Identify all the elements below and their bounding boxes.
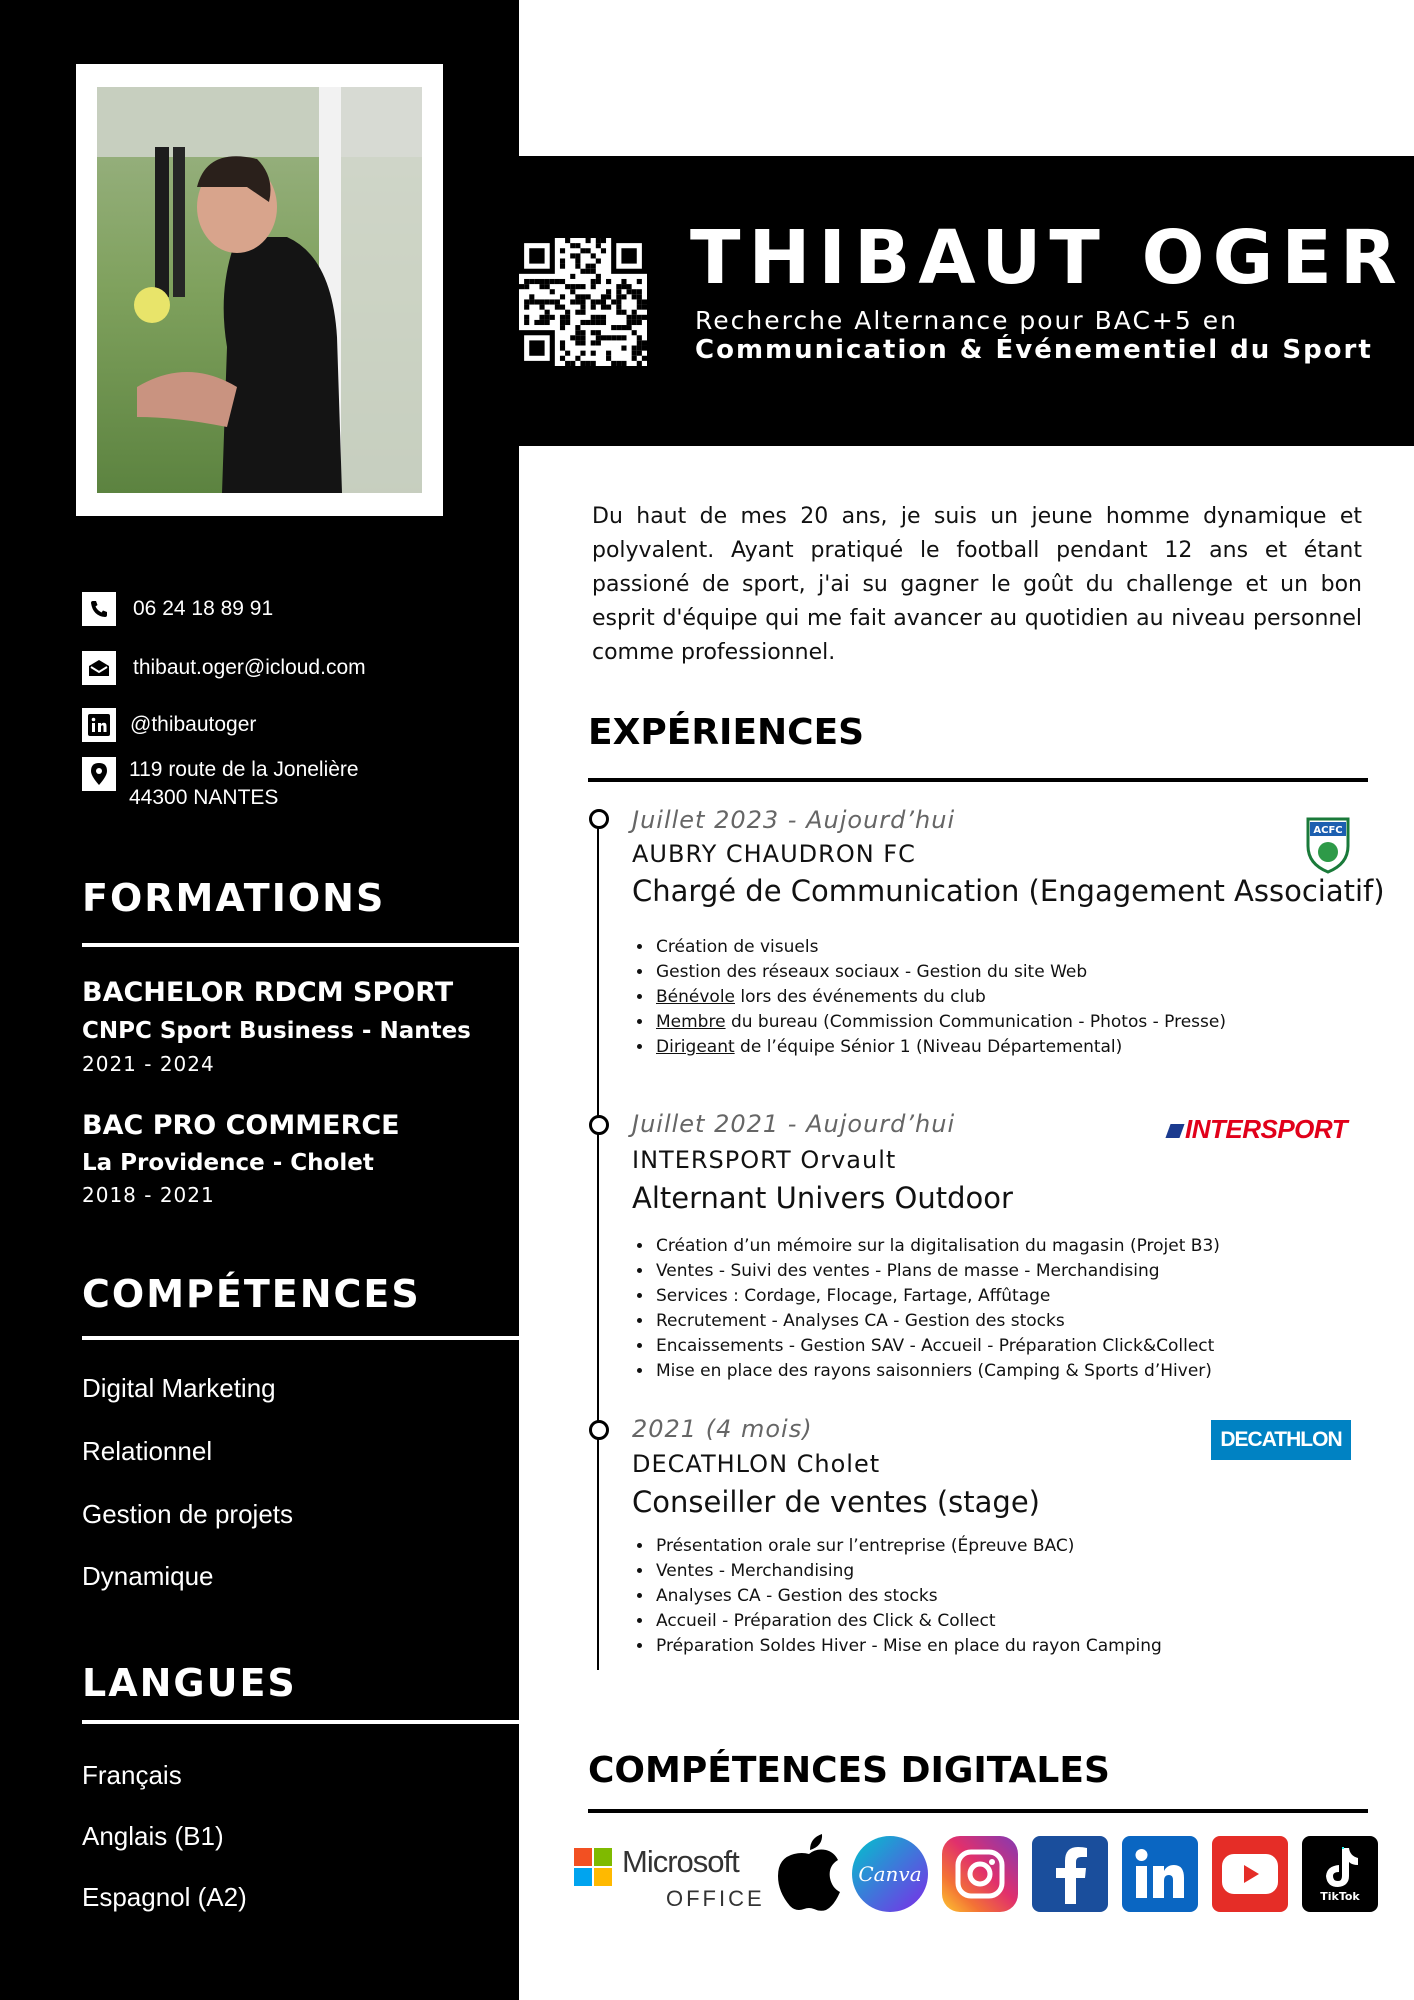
- contact-address-line2: 44300 NANTES: [129, 786, 279, 809]
- experience-bullet: [654, 1559, 1352, 1584]
- email-icon: [82, 651, 116, 685]
- experience-company: AUBRY CHAUDRON FC: [632, 840, 916, 868]
- linkedin-icon: [1122, 1836, 1198, 1912]
- experience-bullets: [632, 1234, 1352, 1384]
- bullet-text: Mise en place des rayons saisonniers (Camping & Sports d’Hiver): [656, 1361, 1212, 1381]
- experience-date: Juillet 2021 - Aujourd’hui: [632, 1110, 956, 1138]
- experiences-heading: EXPÉRIENCES: [588, 712, 865, 753]
- formations-heading: FORMATIONS: [82, 876, 386, 920]
- header-subtitle-line2: Communication & Événementiel du Sport: [695, 335, 1373, 365]
- intersport-mark-icon: [1165, 1124, 1184, 1138]
- bullet-text: du bureau (Commission Communication - Photos - Presse): [725, 1012, 1226, 1032]
- langues-divider: [82, 1720, 519, 1724]
- bullet-emphasis: Bénévole: [656, 987, 735, 1007]
- intersport-logo: [1168, 1114, 1347, 1145]
- contact-email[interactable]: thibaut.oger@icloud.com: [133, 656, 366, 679]
- canva-icon: [852, 1836, 928, 1912]
- bullet-text: Création de visuels: [656, 937, 819, 957]
- bullet-text: Ventes - Merchandising: [656, 1561, 855, 1581]
- langues-heading: LANGUES: [82, 1661, 297, 1705]
- microsoft-sub-label: OFFICE: [666, 1886, 765, 1911]
- experience-date: Juillet 2023 - Aujourd’hui: [632, 806, 956, 834]
- experience-bullet: [654, 1609, 1352, 1634]
- bullet-text: Recrutement - Analyses CA - Gestion des stocks: [656, 1311, 1065, 1331]
- formation-years: 2021 - 2024: [82, 1052, 215, 1076]
- experience-company: INTERSPORT Orvault: [632, 1146, 897, 1174]
- location-pin-icon: [82, 757, 116, 791]
- competences-heading: COMPÉTENCES: [82, 1272, 421, 1316]
- tiktok-icon: [1302, 1836, 1378, 1912]
- microsoft-label: Microsoft: [622, 1844, 739, 1879]
- formation-years: 2018 - 2021: [82, 1183, 215, 1207]
- intro-paragraph: Du haut de mes 20 ans, je suis un jeune homme dynamique et polyvalent. Ayant pratiqué le football pendant 12 ans et étant passioné de sport, j'ai su gagner le goût du challenge et un bon esprit d'équipe qui me fait avancer au quotidien au niveau personnel comme professionnel.: [592, 504, 1362, 665]
- youtube-icon: [1212, 1836, 1288, 1912]
- experience-bullet: [654, 1584, 1352, 1609]
- qr-code[interactable]: [519, 238, 647, 366]
- header-subtitle-line1: Recherche Alternance pour BAC+5 en: [695, 306, 1238, 335]
- bullet-text: Services : Cordage, Flocage, Fartage, Affûtage: [656, 1286, 1051, 1306]
- experience-bullets: [632, 1534, 1352, 1659]
- aubry-chaudron-logo: [1304, 816, 1352, 874]
- experience-date: 2021 (4 mois): [632, 1415, 813, 1443]
- bullet-text: Encaissements - Gestion SAV - Accueil - Préparation Click&Collect: [656, 1336, 1215, 1356]
- skill-item: Digital Marketing: [82, 1373, 276, 1403]
- experience-bullet: [654, 1010, 1352, 1035]
- experience-role: Alternant Univers Outdoor: [632, 1181, 1013, 1215]
- experience-bullet: [654, 935, 1352, 960]
- bullet-text: Gestion des réseaux sociaux - Gestion du site Web: [656, 962, 1088, 982]
- facebook-icon: [1032, 1836, 1108, 1912]
- experience-bullet: [654, 960, 1352, 985]
- skill-item: Relationnel: [82, 1436, 213, 1466]
- experience-company: DECATHLON Cholet: [632, 1450, 881, 1478]
- experience-bullet: [654, 985, 1352, 1010]
- canva-label: Canva: [858, 1862, 922, 1886]
- bullet-emphasis: Membre: [656, 1012, 726, 1032]
- experience-bullet: [654, 1035, 1352, 1060]
- experience-bullet: [654, 1359, 1352, 1384]
- language-item: Anglais (B1): [82, 1821, 224, 1851]
- experience-bullet: [654, 1284, 1352, 1309]
- bullet-text: Analyses CA - Gestion des stocks: [656, 1586, 938, 1606]
- tiktok-label: TikTok: [1320, 1889, 1360, 1903]
- contact-phone[interactable]: 06 24 18 89 91: [133, 597, 274, 620]
- experience-bullet: [654, 1634, 1352, 1659]
- language-item: Espagnol (A2): [82, 1882, 247, 1912]
- experience-bullet: [654, 1259, 1352, 1284]
- bullet-text: Présentation orale sur l’entreprise (Épreuve BAC): [656, 1536, 1075, 1556]
- profile-photo: [97, 87, 422, 493]
- bullet-text: Accueil - Préparation des Click & Collect: [656, 1611, 996, 1631]
- linkedin-icon: [82, 708, 116, 742]
- apple-icon: [776, 1832, 842, 1912]
- timeline-dot: [589, 809, 609, 829]
- digital-skills-divider: [588, 1809, 1368, 1813]
- competences-divider: [82, 1336, 519, 1340]
- phone-icon: [82, 592, 116, 626]
- bullet-text: Ventes - Suivi des ventes - Plans de masse - Merchandising: [656, 1261, 1160, 1281]
- aubry-logo-text: ACFC: [1313, 825, 1343, 836]
- intersport-logo-text: INTERSPORT: [1185, 1114, 1348, 1144]
- timeline-line: [597, 812, 599, 1670]
- experience-bullets: [632, 935, 1352, 1060]
- contact-linkedin[interactable]: @thibautoger: [130, 713, 257, 736]
- digital-skills-heading: COMPÉTENCES DIGITALES: [588, 1750, 1110, 1791]
- candidate-name: THIBAUT OGER: [690, 215, 1405, 301]
- experience-bullet: [654, 1234, 1352, 1259]
- microsoft-office-icon: [574, 1844, 764, 1914]
- formation-school: La Providence - Cholet: [82, 1150, 374, 1176]
- bullet-emphasis: Dirigeant: [656, 1037, 735, 1057]
- skill-item: Dynamique: [82, 1561, 214, 1591]
- skill-item: Gestion de projets: [82, 1499, 294, 1529]
- timeline-dot: [589, 1420, 609, 1440]
- experience-bullet: [654, 1534, 1352, 1559]
- formation-title: BAC PRO COMMERCE: [82, 1110, 400, 1141]
- language-item: Français: [82, 1760, 182, 1790]
- instagram-icon: [942, 1836, 1018, 1912]
- formation-school: CNPC Sport Business - Nantes: [82, 1018, 471, 1044]
- experience-bullet: [654, 1334, 1352, 1359]
- bullet-text: lors des événements du club: [735, 987, 986, 1007]
- bullet-text: Préparation Soldes Hiver - Mise en place du rayon Camping: [656, 1636, 1162, 1656]
- experience-role: Conseiller de ventes (stage): [632, 1485, 1040, 1519]
- experience-role: Chargé de Communication (Engagement Associatif): [632, 874, 1385, 908]
- experience-bullet: [654, 1309, 1352, 1334]
- formations-divider: [82, 943, 519, 947]
- contact-address-line1: 119 route de la Jonelière: [129, 758, 359, 781]
- bullet-text: de l’équipe Sénior 1 (Niveau Départemental): [734, 1037, 1123, 1057]
- experiences-divider: [588, 778, 1368, 782]
- bullet-text: Création d’un mémoire sur la digitalisation du magasin (Projet B3): [656, 1236, 1220, 1256]
- decathlon-logo: DECATHLON: [1211, 1420, 1351, 1460]
- timeline-dot: [589, 1115, 609, 1135]
- formation-title: BACHELOR RDCM SPORT: [82, 977, 454, 1008]
